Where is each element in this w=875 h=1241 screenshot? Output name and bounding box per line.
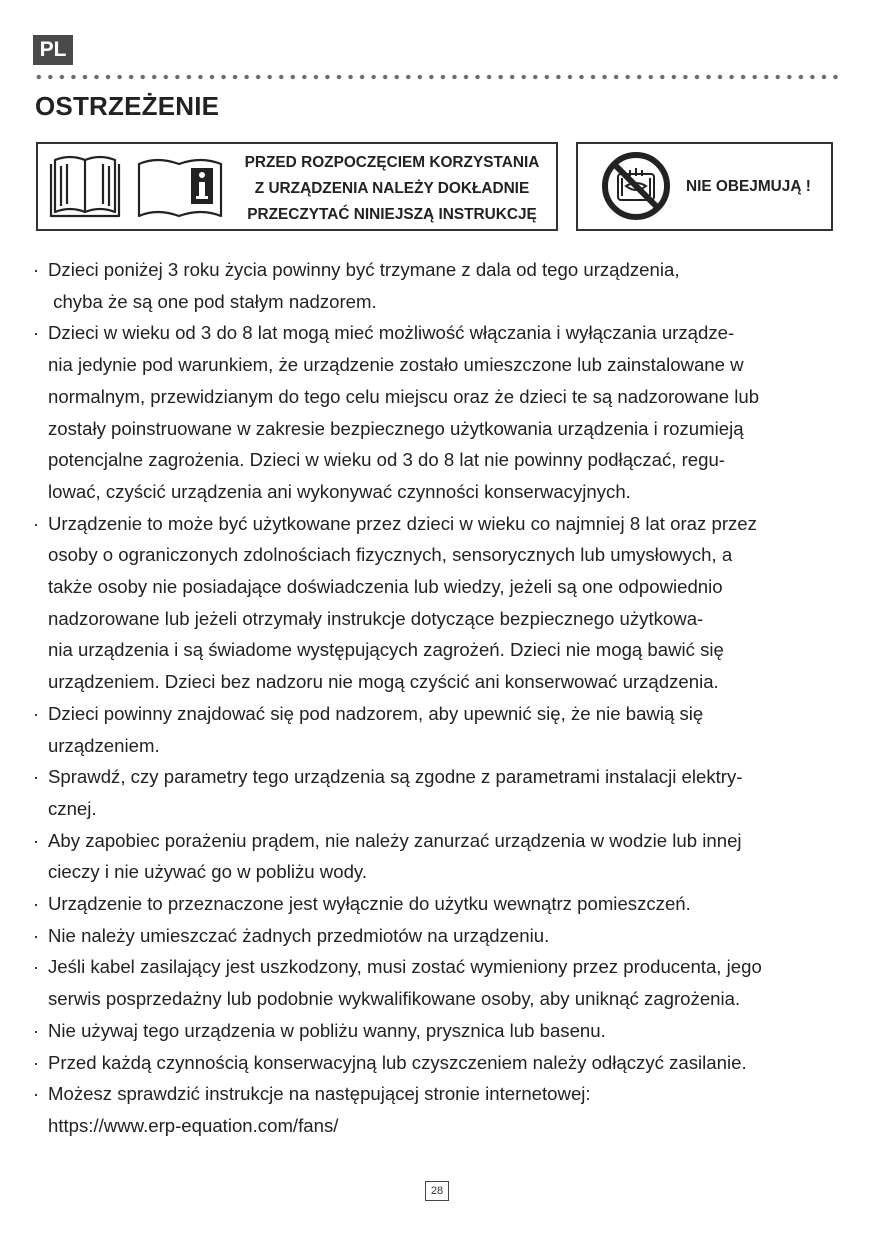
list-item: · Nie należy umieszczać żadnych przedmiotów na urządzeniu. xyxy=(33,920,843,952)
dotted-divider xyxy=(33,73,838,81)
list-item-line: także osoby nie posiadające doświadczenia lub wiedzy, jeżeli są one odpowiednio xyxy=(48,576,723,598)
list-item-line: nadzorowane lub jeżeli otrzymały instrukcje dotyczące bezpiecznego użytkowa- xyxy=(48,607,704,629)
list-item-line: urządzeniem. xyxy=(48,734,160,756)
list-item-line: urządzeniem. Dzieci bez nadzoru nie mogą czyścić ani konserwować urządzenia. xyxy=(48,671,719,693)
list-item-line: Aby zapobiec porażeniu prądem, nie należy zanurzać urządzenia w wodzie lub innej xyxy=(48,829,742,851)
read-manual-line: Z URZĄDZENIA NALEŻY DOKŁADNIE xyxy=(254,180,530,197)
warning-list xyxy=(33,254,843,1142)
list-item-line: Urządzenie to przeznaczone jest wyłącznie do użytku wewnątrz pomieszczeń. xyxy=(48,893,691,915)
list-item-line: serwis posprzedażny lub podobnie wykwalifikowane osoby, aby uniknąć zagrożenia. xyxy=(48,988,741,1010)
page-title: OSTRZEŻENIE xyxy=(35,91,220,121)
page-number: 28 xyxy=(425,1181,449,1201)
read-manual-line: PRZED ROZPOCZĘCIEM KORZYSTANIA xyxy=(244,154,540,171)
list-item-line: Urządzenie to może być użytkowane przez dzieci w wieku co najmniej 8 lat oraz przez xyxy=(48,512,757,534)
list-item: · Jeśli kabel zasilający jest uszkodzony, musi zostać wymieniony przez producenta, jego serwis posprzedażny lub podobnie wykwalifikowane osoby, aby uniknąć zagrożenia. xyxy=(33,951,843,1014)
list-item: · Dzieci poniżej 3 roku życia powinny być trzymane z dala od tego urządzenia, chyba że są one pod stałym nadzorem. xyxy=(33,254,843,317)
list-item-line: nia jedynie pod warunkiem, że urządzenie zostało umieszczone lub zainstalowane w xyxy=(48,354,744,376)
list-item: · Sprawdź, czy parametry tego urządzenia są zgodne z parametrami instalacji elektry- cznej. xyxy=(33,761,843,824)
list-item-line: cieczy i nie używać go w pobliżu wody. xyxy=(48,861,367,883)
list-item-line: Nie należy umieszczać żadnych przedmiotów na urządzeniu. xyxy=(48,924,550,946)
list-item: · Nie używaj tego urządzenia w pobliżu wanny, prysznica lub basenu. xyxy=(33,1015,843,1047)
list-item: · Aby zapobiec porażeniu prądem, nie należy zanurzać urządzenia w wodzie lub innej cieczy i nie używać go w pobliżu wody. xyxy=(33,825,843,888)
list-item-line: chyba że są one pod stałym nadzorem. xyxy=(48,290,377,312)
list-item-line: cznej. xyxy=(48,797,97,819)
do-not-cover-icon xyxy=(600,150,672,222)
list-item: · Dzieci powinny znajdować się pod nadzorem, aby upewnić się, że nie bawią się urządzeniem. xyxy=(33,698,843,761)
do-not-cover-text: NIE OBEJMUJĄ ! xyxy=(686,177,811,195)
list-item-line: Dzieci w wieku od 3 do 8 lat mogą mieć możliwość włączania i wyłączania urządze- xyxy=(48,322,735,344)
info-icon xyxy=(135,154,225,222)
list-item-line: Sprawdź, czy parametry tego urządzenia są zgodne z parametrami instalacji elektry- xyxy=(48,766,743,788)
list-item: · Urządzenie to może być użytkowane przez dzieci w wieku co najmniej 8 lat oraz przez osoby o ograniczonych zdolnościach fizycznych, sensorycznych lub umysłowych, a także osoby nie posiadające doświadczenia lub wiedzy, jeżeli są one odpowiednio nadzorowane lub jeżeli otrzymały instrukcje dotyczące bezpiecznego użytkowa- nia urządzenia i są świadome występujących zagrożeń. Dzieci nie mogą bawić się urządzeniem. Dzieci bez nadzoru nie mogą czyścić ani konserwować urządzenia. xyxy=(33,508,843,698)
list-item-line: lować, czyścić urządzenia ani wykonywać czynności konserwacyjnych. xyxy=(48,480,631,502)
read-manual-notice xyxy=(36,142,558,231)
list-item-line: https://www.erp-equation.com/fans/ xyxy=(48,1114,339,1136)
list-item-line: Możesz sprawdzić instrukcje na następującej stronie internetowej: xyxy=(48,1083,591,1105)
list-item-line: Przed każdą czynnością konserwacyjną lub czyszczeniem należy odłączyć zasilanie. xyxy=(48,1051,747,1073)
list-item-line: nia urządzenia i są świadome występujących zagrożeń. Dzieci nie mogą bawić się xyxy=(48,639,724,661)
book-icon xyxy=(45,154,125,222)
list-item-line: Jeśli kabel zasilający jest uszkodzony, musi zostać wymieniony przez producenta, jego xyxy=(48,956,762,978)
list-item-line: Dzieci powinny znajdować się pod nadzorem, aby upewnić się, że nie bawią się xyxy=(48,702,704,724)
language-badge: PL xyxy=(33,35,73,65)
list-item-line: Dzieci poniżej 3 roku życia powinny być trzymane z dala od tego urządzenia, xyxy=(48,259,680,280)
list-item: · Możesz sprawdzić instrukcje na następującej stronie internetowej: https://www.erp-equation.com/fans/ xyxy=(33,1078,843,1141)
list-item: · Urządzenie to przeznaczone jest wyłącznie do użytku wewnątrz pomieszczeń. xyxy=(33,888,843,920)
list-item: · Przed każdą czynnością konserwacyjną lub czyszczeniem należy odłączyć zasilanie. xyxy=(33,1047,843,1079)
list-item-line: Nie używaj tego urządzenia w pobliżu wanny, prysznica lub basenu. xyxy=(48,1019,606,1041)
list-item-line: normalnym, przewidzianym do tego celu miejscu oraz że dzieci te są nadzorowane lub xyxy=(48,385,760,407)
read-manual-line: PRZECZYTAĆ NINIEJSZĄ INSTRUKCJĘ xyxy=(247,206,537,223)
do-not-cover-notice xyxy=(576,142,833,231)
read-manual-text xyxy=(236,150,548,228)
list-item-line: zostały poinstruowane w zakresie bezpiecznego użytkowania urządzenia i rozumieją xyxy=(48,417,744,439)
list-item-line: osoby o ograniczonych zdolnościach fizycznych, sensorycznych lub umysłowych, a xyxy=(48,544,733,566)
list-item-line: potencjalne zagrożenia. Dzieci w wieku od 3 do 8 lat nie powinny podłączać, regu- xyxy=(48,449,726,471)
list-item: · Dzieci w wieku od 3 do 8 lat mogą mieć możliwość włączania i wyłączania urządze- nia jedynie pod warunkiem, że urządzenie zostało umieszczone lub zainstalowane w normalnym, przewidzianym do tego celu miejscu oraz że dzieci te są nadzorowane lub zostały poinstruowane w zakresie bezpiecznego użytkowania urządzenia i rozumieją potencjalne zagrożenia. Dzieci w wieku od 3 do 8 lat nie powinny podłączać, regu- lować, czyścić urządzenia ani wykonywać czynności konserwacyjnych. xyxy=(33,317,843,507)
